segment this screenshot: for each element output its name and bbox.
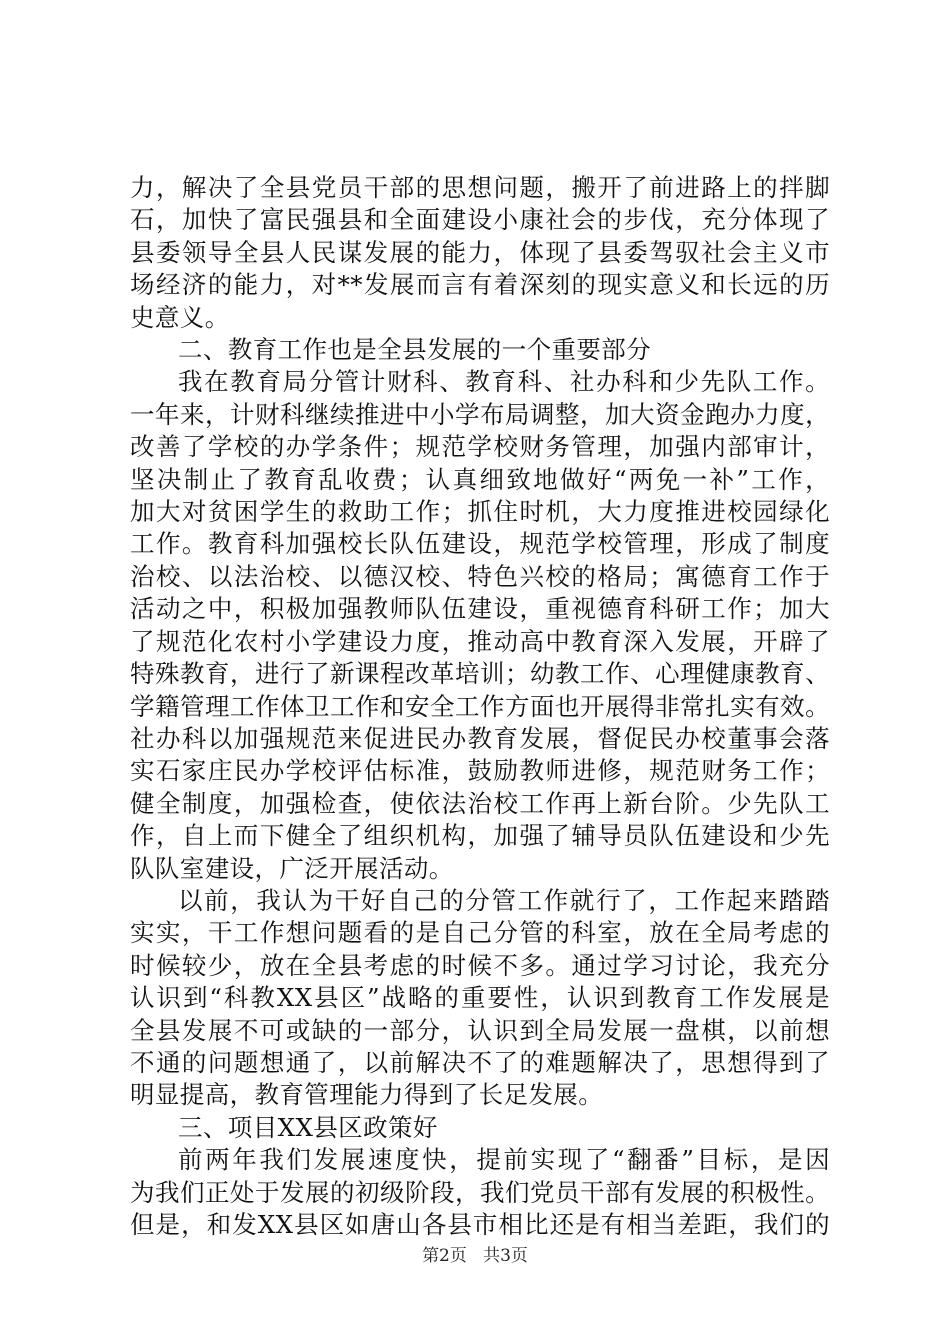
text-line: 一年来，计财科继续推进中小学布局调整，加大资金跑办力度， xyxy=(130,399,830,429)
text-line: 以前，我认为干好自己的分管工作就行了，工作起来踏踏 xyxy=(178,885,830,915)
text-line: 改善了学校的办学条件；规范学校财务管理，加强内部审计， xyxy=(130,432,830,462)
text-line: 加大对贫困学生的救助工作；抓住时机，大力度推进校园绿化 xyxy=(130,497,830,527)
text-line: 我在教育局分管计财科、教育科、社办科和少先队工作。 xyxy=(178,367,830,397)
page-number: 第2页 xyxy=(422,1246,467,1266)
text-line: 史意义。 xyxy=(130,302,230,332)
section-heading-3 xyxy=(130,1112,830,1144)
total-pages: 共3页 xyxy=(483,1246,528,1266)
paragraph-development xyxy=(130,1144,830,1241)
text-line: 但是，和发XX县区如唐山各县市相比还是有相当差距，我们的 xyxy=(130,1210,830,1239)
text-line: 健全制度，加强检查，使依法治校工作再上新台阶。少先队工 xyxy=(130,788,830,818)
paragraph-reflection xyxy=(130,885,830,1112)
text-line: 工作。教育科加强校长队伍建设，规范学校管理，形成了制度 xyxy=(130,529,830,559)
text-line: 全县发展不可或缺的一部分，认识到全局发展一盘棋，以前想 xyxy=(130,1015,830,1045)
text-line: 场经济的能力，对**发展而言有着深刻的现实意义和长远的历 xyxy=(130,270,830,300)
text-line: 治校、以法治校、以德汉校、特色兴校的格局；寓德育工作于 xyxy=(130,561,830,591)
text-line: 不通的问题想通了，以前解决不了的难题解决了，思想得到了 xyxy=(130,1047,830,1077)
text-line: 明显提高，教育管理能力得到了长足发展。 xyxy=(130,1080,604,1110)
text-line: 实石家庄民办学校评估标准，鼓励教师进修，规范财务工作； xyxy=(130,756,830,786)
text-line: 了规范化农村小学建设力度，推动高中教育深入发展，开辟了 xyxy=(130,626,830,656)
text-line: 为我们正处于发展的初级阶段，我们党员干部有发展的积极性。 xyxy=(130,1177,830,1207)
section-heading-2 xyxy=(130,334,830,366)
text-line: 坚决制止了教育乱收费；认真细致地做好“两免一补”工作， xyxy=(130,464,830,494)
text-line: 县委领导全县人民谋发展的能力，体现了县委驾驭社会主义市 xyxy=(130,237,830,267)
page-separator-space xyxy=(472,1244,477,1268)
text-line: 队队室建设，广泛开展活动。 xyxy=(130,853,454,883)
document-body xyxy=(130,172,830,1241)
page-footer xyxy=(0,1244,950,1268)
text-line: 力，解决了全县党员干部的思想问题，搬开了前进路上的拌脚 xyxy=(130,173,830,202)
paragraph-education-work xyxy=(130,366,830,885)
text-line: 时候较少，放在全县考虑的时候不多。通过学习讨论，我充分 xyxy=(130,950,830,980)
heading-text: 二、教育工作也是全县发展的一个重要部分 xyxy=(178,335,652,365)
text-line: 学籍管理工作体卫工作和安全工作方面也开展得非常扎实有效。 xyxy=(130,691,830,721)
text-line: 特殊教育，进行了新课程改革培训；幼教工作、心理健康教育、 xyxy=(130,659,830,689)
text-line: 社办科以加强规范来促进民办教育发展，督促民办校董事会落 xyxy=(130,723,830,753)
text-line: 实实，干工作想问题看的是自己分管的科室，放在全局考虑的 xyxy=(130,918,830,948)
text-line: 石，加快了富民强县和全面建设小康社会的步伐，充分体现了 xyxy=(130,205,830,235)
text-line: 作，自上而下健全了组织机构，加强了辅导员队伍建设和少先 xyxy=(130,821,830,851)
text-line: 活动之中，积极加强教师队伍建设，重视德育科研工作；加大 xyxy=(130,594,830,624)
text-line: 认识到“科教XX县区”战略的重要性，认识到教育工作发展是 xyxy=(130,983,830,1013)
text-line: 前两年我们发展速度快，提前实现了“翻番”目标，是因 xyxy=(178,1145,830,1175)
heading-text: 三、项目XX县区政策好 xyxy=(178,1112,438,1142)
paragraph-continuation xyxy=(130,172,830,334)
